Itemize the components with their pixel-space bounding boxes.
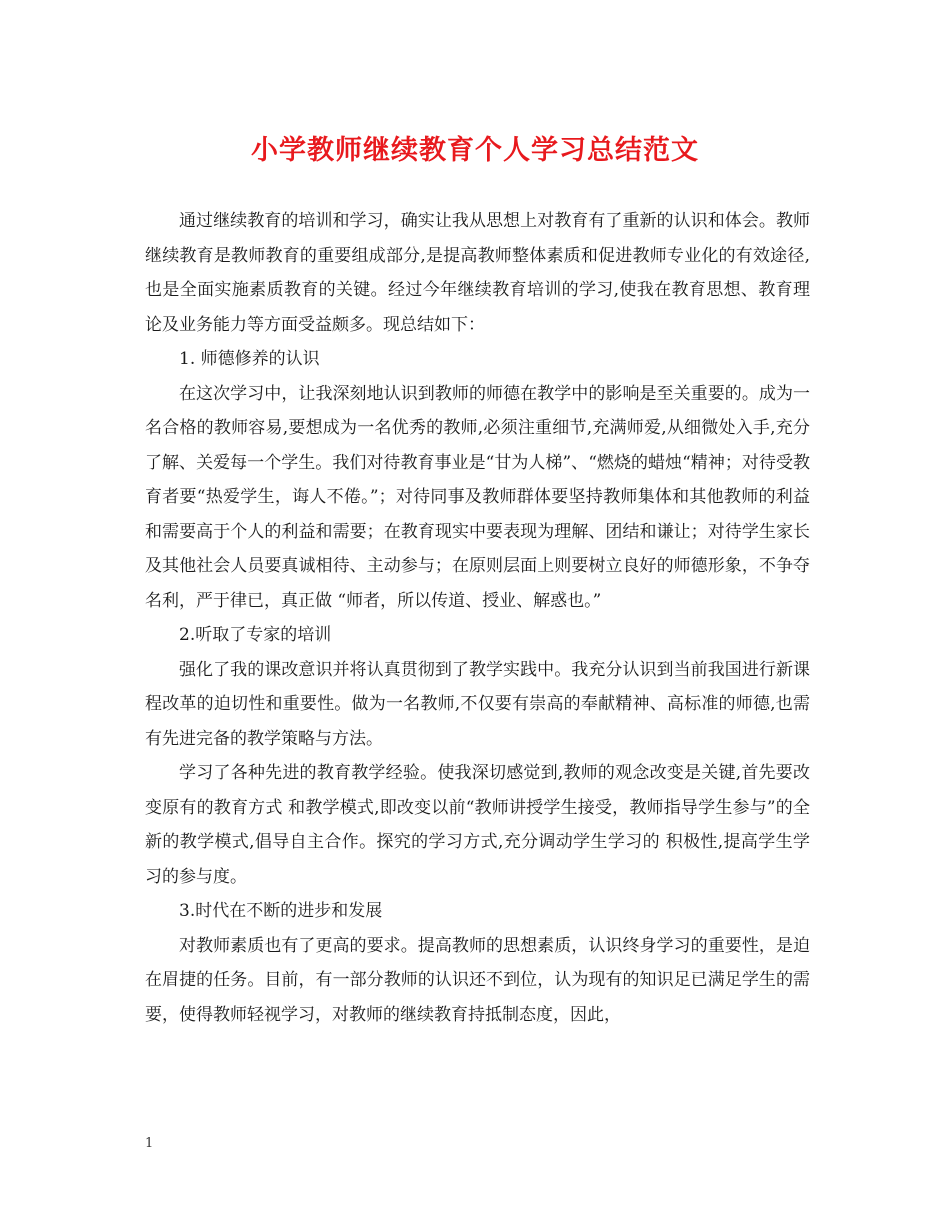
paragraph-quality: 对教师素质也有了更高的要求。提高教师的思想素质，认识终身学习的重要性，是迫在眉捷的任务。目前，有一部分教师的认识还不到位，认为现有的知识足已满足学生的需要，使得教师轻视学习，对教师的继续教育持抵制态度，因此， (145, 935, 810, 1025)
document-body (145, 204, 810, 1032)
page-number: 1 (145, 1136, 154, 1151)
paragraph-ethics: 在这次学习中，让我深刻地认识到教师的师德在教学中的影响是至关重要的。成为一名合格的教师容易,要想成为一名优秀的教师,必须注重细节,充满师爱,从细微处入手,充分了解、关爱每一个学生。我们对待教育事业是“甘为人梯”、“燃烧的蜡烛“精神；对待受教育者要“热爱学生，诲人不倦。”；对待同事及教师群体要坚持教师集体和其他教师的利益和需要高于个人的利益和需要；在教育现实中要表现为理解、团结和谦让；对待学生家长及其他社会人员要真诚相待、主动参与；在原则层面上则要树立良好的师德形象，不争夺名利，严于律已，真正做 “师者，所以传道、授业、解惑也。” (145, 383, 810, 611)
paragraph-experience: 学习了各种先进的教育教学经验。使我深切感觉到,教师的观念改变是关键,首先要改变原有的教育方式 和教学模式,即改变以前“教师讲授学生接受，教师指导学生参与”的全 新的教学模式,倡导自主合作。探究的学习方式,充分调动学生学习的 积极性,提高学生学习的参与度。 (145, 763, 810, 887)
paragraph-reform: 强化了我的课改意识并将认真贯彻到了教学实践中。我充分认识到当前我国进行新课程改革的迫切性和重要性。做为一名教师,不仅要有崇高的奉献精神、高标准的师德,也需有先进完备的教学策略与方法。 (145, 659, 810, 749)
section-heading-2: 2.听取了专家的培训 (179, 625, 332, 645)
document-title: 小学教师继续教育个人学习总结范文 (251, 135, 699, 166)
section-heading-1: 1. 师德修养的认识 (179, 349, 320, 369)
section-heading-3: 3.时代在不断的进步和发展 (179, 901, 383, 921)
paragraph-intro: 通过继续教育的培训和学习，确实让我从思想上对教育有了重新的认识和体会。教师继续教育是教师教育的重要组成部分,是提高教师整体素质和促进教师专业化的有效途径,也是全面实施素质教育的关键。经过今年继续教育培训的学习,使我在教育思想、教育理论及业务能力等方面受益颇多。现总结如下： (145, 211, 810, 335)
